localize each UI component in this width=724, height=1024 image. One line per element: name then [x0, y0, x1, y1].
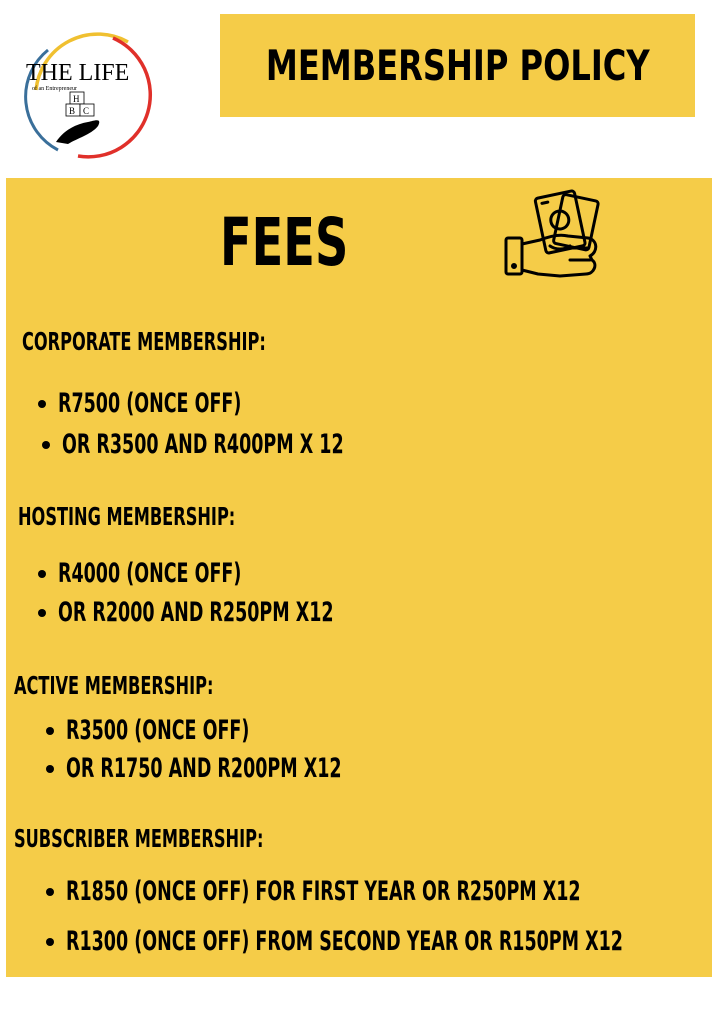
company-logo — [18, 30, 158, 160]
list-item: OR R3500 AND R400PM X 12 — [42, 431, 453, 458]
bullet-icon — [38, 609, 46, 617]
bullet-icon — [42, 441, 50, 449]
bullet-icon — [46, 888, 54, 896]
bullet-icon — [46, 727, 54, 735]
plan-heading-hosting: HOSTING MEMBERSHIP: — [18, 502, 236, 531]
title-banner — [220, 14, 695, 117]
money-hand-icon — [500, 186, 606, 292]
page-title: MEMBERSHIP POLICY — [265, 41, 650, 90]
list-item: OR R1750 AND R200PM X12 — [46, 755, 449, 782]
section-title: FEES — [220, 204, 349, 281]
list-item: OR R2000 AND R250PM X12 — [38, 599, 441, 626]
plan-heading-active: ACTIVE MEMBERSHIP: — [14, 671, 214, 700]
list-item: R1300 (ONCE OFF) FROM SECOND YEAR OR R150PM X12 — [46, 928, 724, 955]
list-item: R1850 (ONCE OFF) FOR FIRST YEAR OR R250PM X12 — [46, 878, 724, 905]
svg-text:B: B — [69, 106, 76, 116]
logo-brand-text: THE LIFE — [26, 60, 130, 86]
list-item: R7500 (ONCE OFF) — [38, 390, 313, 417]
bullet-icon — [46, 938, 54, 946]
bullet-icon — [46, 765, 54, 773]
list-item: R3500 (ONCE OFF) — [46, 717, 321, 744]
bullet-icon — [38, 570, 46, 578]
svg-text:H: H — [73, 94, 80, 104]
logo-tagline: of an Entrepreneur — [32, 86, 77, 92]
bullet-icon — [38, 400, 46, 408]
list-item: R4000 (ONCE OFF) — [38, 560, 313, 587]
svg-text:C: C — [83, 106, 90, 116]
plan-heading-subscriber: SUBSCRIBER MEMBERSHIP: — [14, 824, 264, 853]
plan-heading-corporate: CORPORATE MEMBERSHIP: — [22, 327, 266, 356]
